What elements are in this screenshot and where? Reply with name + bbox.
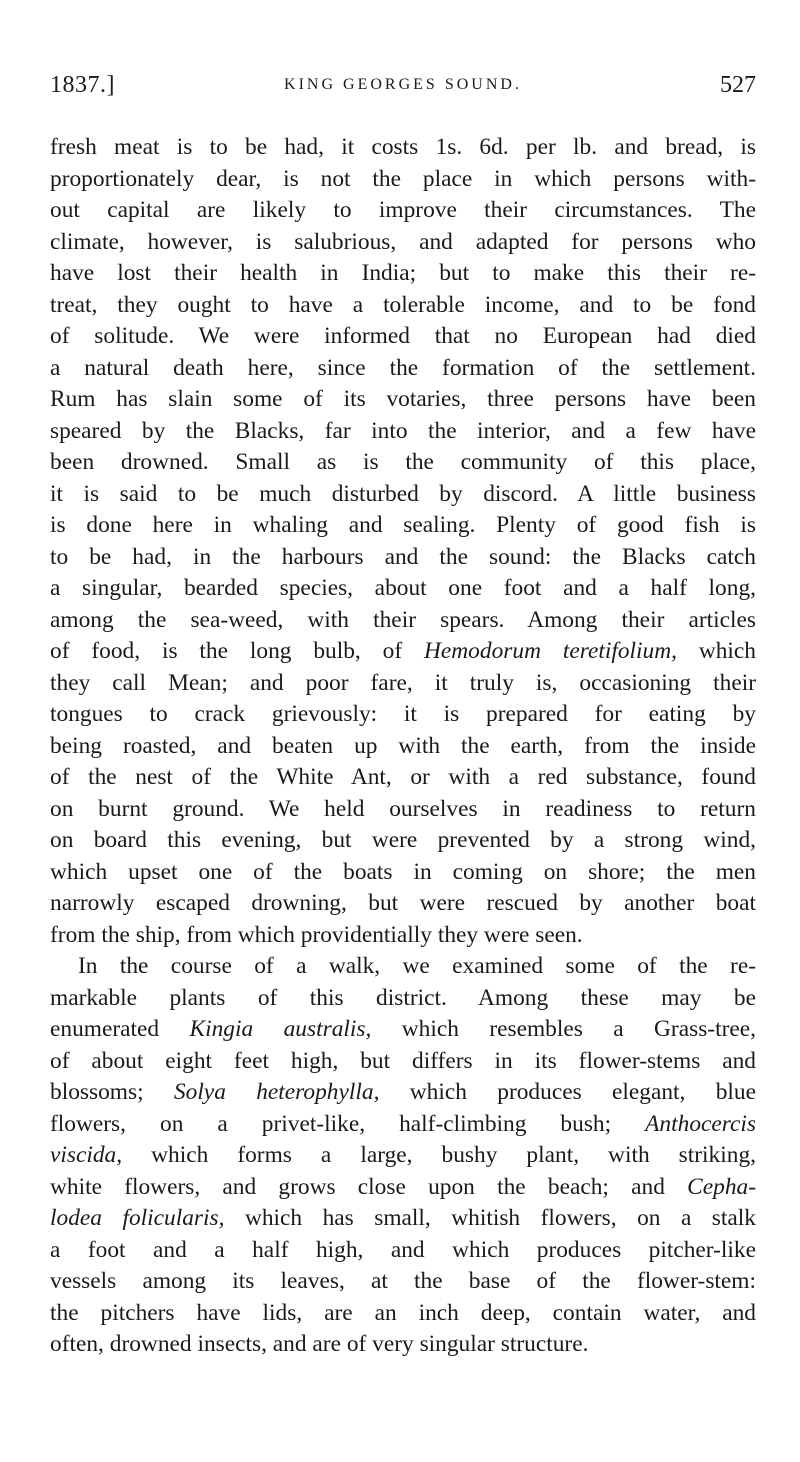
text-line <box>50 888 756 920</box>
italic-text: Hemodorum teretifolium, <box>424 638 677 664</box>
text-run: which forms a large, bushy plant, with striking, <box>122 1142 756 1168</box>
text-run: out capital are likely to improve their circumstances. The <box>50 197 756 223</box>
text-line <box>50 857 756 889</box>
text-line <box>50 321 756 353</box>
text-run: of food, is the long bulb, of <box>50 638 425 664</box>
text-line <box>50 951 756 983</box>
text-line <box>50 353 756 385</box>
italic-text: viscida, <box>50 1142 123 1168</box>
text-line <box>50 762 756 794</box>
text-run: tongues to crack grievously: it is prepared for eating by <box>50 701 756 727</box>
text-line <box>50 416 756 448</box>
text-line <box>50 510 756 542</box>
text-line <box>50 1109 756 1141</box>
text-run: been drowned. Small as is the community of this place, <box>50 449 756 475</box>
italic-text: Anthocercis <box>645 1110 756 1137</box>
text-run: vessels among its leaves, at the base of the flower-stem: <box>50 1268 756 1294</box>
text-run: among the sea-weed, with their spears. Among their articles <box>50 606 756 633</box>
text-run: on burnt ground. We held ourselves in readiness to return <box>50 795 756 822</box>
italic-text: Solya heterophylla, <box>173 1079 380 1105</box>
text-run: which upset one of the boats in coming on shore; the men <box>50 858 756 885</box>
text-run: of about eight feet high, but differs in its flower-stems and <box>50 1047 756 1074</box>
text-run: of the nest of the White Ant, or with a red substance, found <box>50 764 756 790</box>
page-number: 527 <box>720 72 756 98</box>
paragraph-2 <box>50 951 756 1361</box>
text-line <box>50 920 756 952</box>
text-line <box>50 1266 756 1298</box>
text-run: the pitchers have lids, are an inch deep, contain water, and <box>50 1299 756 1326</box>
text-line <box>50 384 756 416</box>
italic-text: Kingia australis, <box>189 1016 372 1042</box>
text-run: which has small, whitish flowers, on a stalk <box>224 1205 756 1231</box>
text-run: a singular, bearded species, about one foot and a half long, <box>50 575 756 601</box>
text-run: white flowers, and grows close upon the beach; and <box>50 1173 688 1200</box>
text-line <box>50 227 756 259</box>
text-line <box>50 1235 756 1267</box>
text-run: treat, they ought to have a tolerable income, and to be fond <box>50 291 756 318</box>
text-line <box>50 1172 756 1204</box>
text-run: enumerated <box>50 1016 190 1042</box>
text-run: have lost their health in India; but to make this their re- <box>50 260 756 286</box>
text-run: being roasted, and beaten up with the earth, from the inside <box>50 732 756 759</box>
text-line <box>50 731 756 763</box>
text-line <box>50 290 756 322</box>
text-run: proportionately dear, is not the place in which persons with- <box>50 165 756 192</box>
text-line <box>50 699 756 731</box>
text-run: a foot and a half high, and which produces pitcher-like <box>50 1236 756 1263</box>
text-line <box>50 1329 756 1361</box>
text-line <box>50 1077 756 1109</box>
text-line <box>50 1046 756 1078</box>
text-line <box>50 1014 756 1046</box>
text-line <box>50 983 756 1015</box>
text-line <box>50 1140 756 1172</box>
text-run: narrowly escaped drowning, but were rescued by another boat <box>50 890 756 916</box>
text-line <box>50 132 756 164</box>
text-run: fresh meat is to be had, it costs 1s. 6d. per lb. and bread, is <box>50 134 756 160</box>
text-line <box>50 258 756 290</box>
text-run: which produces elegant, blue <box>379 1079 756 1105</box>
text-run: markable plants of this district. Among these may be <box>50 984 756 1011</box>
text-line <box>50 1203 756 1235</box>
text-line <box>50 573 756 605</box>
text-line <box>50 668 756 700</box>
book-page <box>50 72 756 1361</box>
text-run: a natural death here, since the formation of the settlement. <box>50 354 756 381</box>
text-run: to be had, in the harbours and the sound: the Blacks catch <box>50 543 756 570</box>
text-line <box>50 447 756 479</box>
italic-text: Cepha- <box>687 1173 756 1200</box>
text-line <box>50 825 756 857</box>
text-line <box>50 636 756 668</box>
italic-text: lodea folicularis, <box>50 1205 225 1231</box>
header-title: KING GEORGES SOUND. <box>284 76 522 93</box>
text-line <box>50 542 756 574</box>
text-run: they call Mean; and poor fare, it truly is, occasioning their <box>50 669 756 696</box>
text-line <box>50 479 756 511</box>
text-run: which <box>676 638 756 664</box>
text-line <box>50 195 756 227</box>
text-run: is done here in whaling and sealing. Plenty of good fish is <box>50 512 756 538</box>
header-year: 1837.] <box>50 72 115 98</box>
text-run: from the ship, from which providentially they were seen. <box>50 921 583 948</box>
body-text <box>50 132 756 1361</box>
text-run: speared by the Blacks, far into the interior, and a few have <box>50 417 756 444</box>
text-run: it is said to be much disturbed by discord. A little business <box>50 480 756 507</box>
text-run: which resembles a Grass-tree, <box>371 1016 756 1042</box>
text-line <box>50 1298 756 1330</box>
text-run: climate, however, is salubrious, and adapted for persons who <box>50 228 756 255</box>
text-run: blossoms; <box>50 1079 174 1105</box>
paragraph-1 <box>50 132 756 951</box>
text-run: often, drowned insects, and are of very singular structure. <box>50 1331 589 1357</box>
text-line <box>50 605 756 637</box>
text-run: on board this evening, but were prevented by a strong wind, <box>50 827 756 853</box>
text-run: of solitude. We were informed that no European had died <box>50 323 756 349</box>
text-line <box>50 794 756 826</box>
text-line <box>50 164 756 196</box>
text-run: In the course of a walk, we examined some of the re- <box>78 953 756 979</box>
running-head <box>50 72 756 106</box>
text-run: flowers, on a privet-like, half-climbing bush; <box>50 1110 646 1137</box>
text-run: Rum has slain some of its votaries, three persons have been <box>50 386 756 412</box>
